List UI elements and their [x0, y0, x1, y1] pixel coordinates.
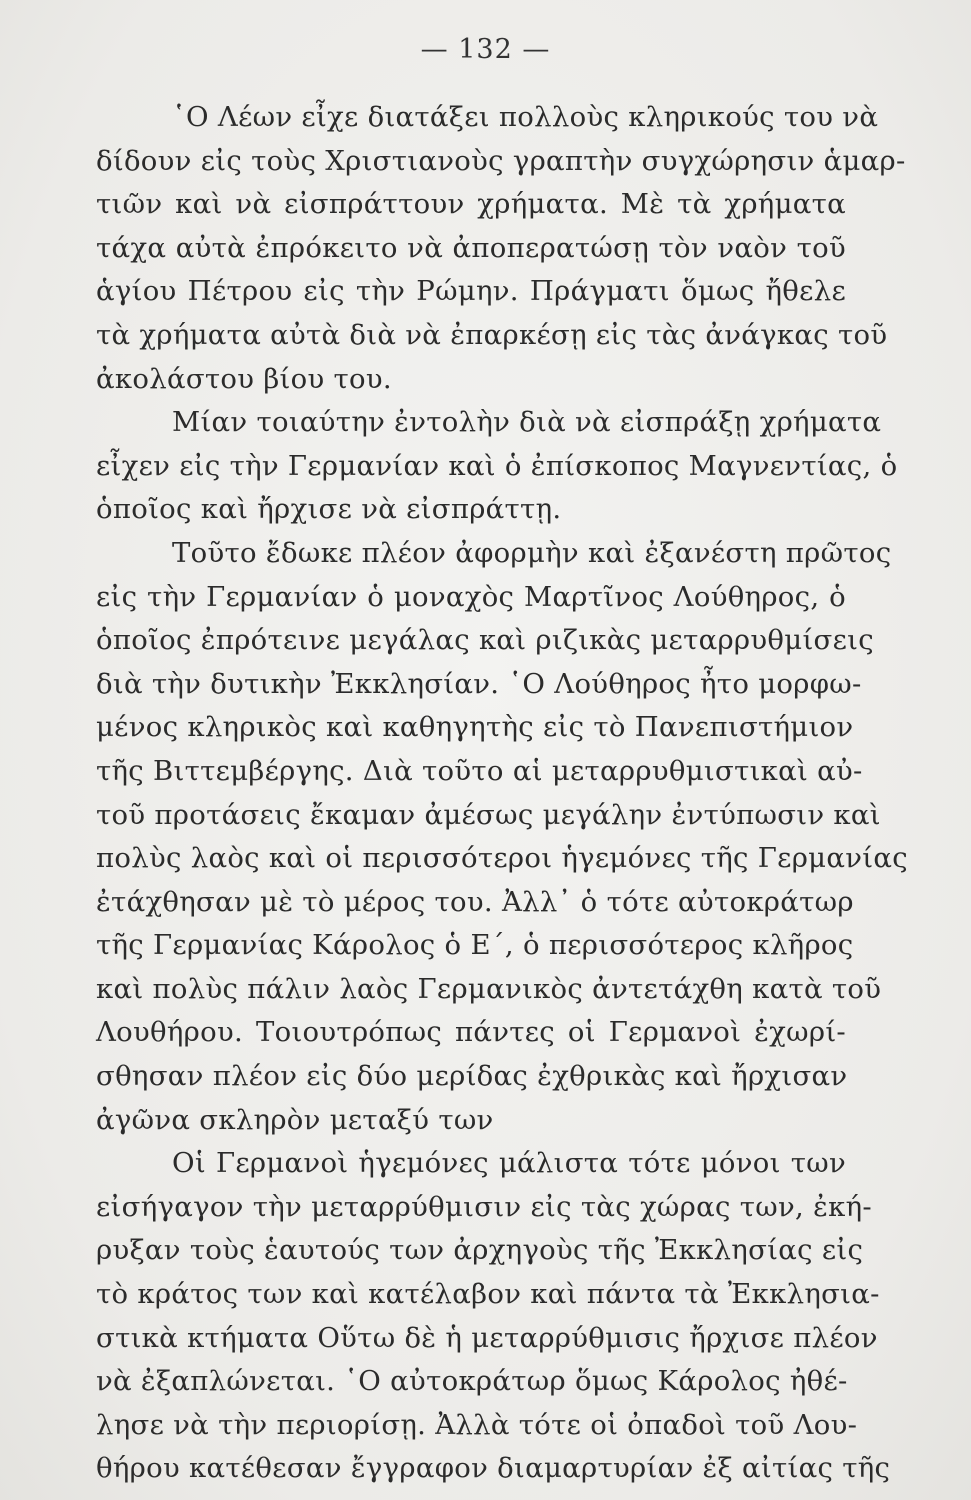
text-line: δίδουν εἰς τοὺς Χριστιανοὺς γραπτὴν συγχώρησιν ἁμαρ- [96, 144, 906, 177]
text-line: καὶ πολὺς πάλιν λαὸς Γερμανικὸς ἀντετάχθη κατὰ τοῦ [96, 972, 882, 1005]
text-line: διὰ τὴν δυτικὴν Ἐκκλησίαν. ῾Ο Λούθηρος ἦτο μορφω- [96, 667, 862, 700]
text-line: ὁποῖος ἐπρότεινε μεγάλας καὶ ριζικὰς μεταρρυθμίσεις [96, 624, 874, 657]
body-text [96, 96, 908, 1491]
text-line: νὰ ἐξαπλώνεται. ῾Ο αὐτοκράτωρ ὅμως Κάρολος ἠθέ- [96, 1365, 848, 1398]
text-line: εἶχεν εἰς τὴν Γερμανίαν καὶ ὁ ἐπίσκοπος Μαγνεντίας, ὁ [96, 449, 898, 482]
text-line: Μίαν τοιαύτην ἐντολὴν διὰ νὰ εἰσπράξῃ χρήματα [172, 406, 882, 439]
text-line: τάχα αὐτὰ ἐπρόκειτο νὰ ἀποπερατώσῃ τὸν ναὸν τοῦ [96, 231, 846, 264]
text-line: στικὰ κτήματα Οὕτω δὲ ἡ μεταρρύθμισις ἤρχισε πλέον [96, 1321, 878, 1354]
text-line: Λουθήρου. Τοιουτρόπως πάντες οἱ Γερμανοὶ ἐχωρί- [96, 1016, 846, 1049]
text-line: Οἱ Γερμανοὶ ἡγεμόνες μάλιστα τότε μόνοι των [172, 1147, 846, 1180]
text-line: θήρου κατέθεσαν ἔγγραφον διαμαρτυρίαν ἐξ αἰτίας τῆς [96, 1452, 891, 1485]
text-line: εἰς τὴν Γερμανίαν ὁ μοναχὸς Μαρτῖνος Λούθηρος, ὁ [96, 580, 846, 613]
text-line: ἀκολάστου βίου του. [96, 362, 392, 395]
text-line: εἰσήγαγον τὴν μεταρρύθμισιν εἰς τὰς χώρας των, ἐκή- [96, 1190, 872, 1223]
text-line: ὁποῖος καὶ ἤρχισε νὰ εἰσπράττῃ. [96, 493, 562, 526]
text-line: τοῦ προτάσεις ἔκαμαν ἀμέσως μεγάλην ἐντύπωσιν καὶ [96, 798, 881, 831]
text-line: λησε νὰ τὴν περιορίσῃ. Ἀλλὰ τότε οἱ ὀπαδοὶ τοῦ Λου- [96, 1408, 858, 1441]
text-line: ῾Ο Λέων εἶχε διατάξει πολλοὺς κληρικούς του νὰ [172, 101, 879, 133]
text-line: ρυξαν τοὺς ἑαυτούς των ἀρχηγοὺς τῆς Ἐκκλησίας εἰς [96, 1234, 864, 1267]
text-line: τὸ κράτος των καὶ κατέλαβον καὶ πάντα τὰ Ἐκκλησια- [96, 1278, 880, 1311]
text-line: σθησαν πλέον εἰς δύο μερίδας ἐχθρικὰς καὶ ἤρχισαν [96, 1060, 848, 1093]
text-line: ἁγίου Πέτρου εἰς τὴν Ρώμην. Πράγματι ὅμως ἤθελε [96, 275, 846, 308]
text-line: τὰ χρήματα αὐτὰ διὰ νὰ ἐπαρκέσῃ εἰς τὰς ἀνάγκας τοῦ [96, 318, 888, 351]
text-line: Τοῦτο ἔδωκε πλέον ἀφορμὴν καὶ ἐξανέστη πρῶτος [172, 536, 892, 569]
page-number: — 132 — [420, 34, 551, 65]
text-line: τῆς Βιττεμβέργης. Διὰ τοῦτο αἱ μεταρρυθμιστικαὶ αὐ- [96, 754, 863, 787]
text-line: ἀγῶνα σκληρὸν μεταξύ των [96, 1103, 494, 1136]
text-line: τῆς Γερμανίας Κάρολος ὁ Ε΄, ὁ περισσότερος κλῆρος [96, 929, 854, 962]
text-line: τιῶν καὶ νὰ εἰσπράττουν χρήματα. Μὲ τὰ χρήματα [96, 188, 846, 221]
text-line: μένος κληρικὸς καὶ καθηγητὴς εἰς τὸ Πανεπιστήμιον [96, 711, 854, 744]
text-line: πολὺς λαὸς καὶ οἱ περισσότεροι ἡγεμόνες τῆς Γερμανίας [96, 842, 908, 875]
text-line: ἐτάχθησαν μὲ τὸ μέρος του. Ἀλλ᾽ ὁ τότε αὐτοκράτωρ [96, 885, 854, 918]
